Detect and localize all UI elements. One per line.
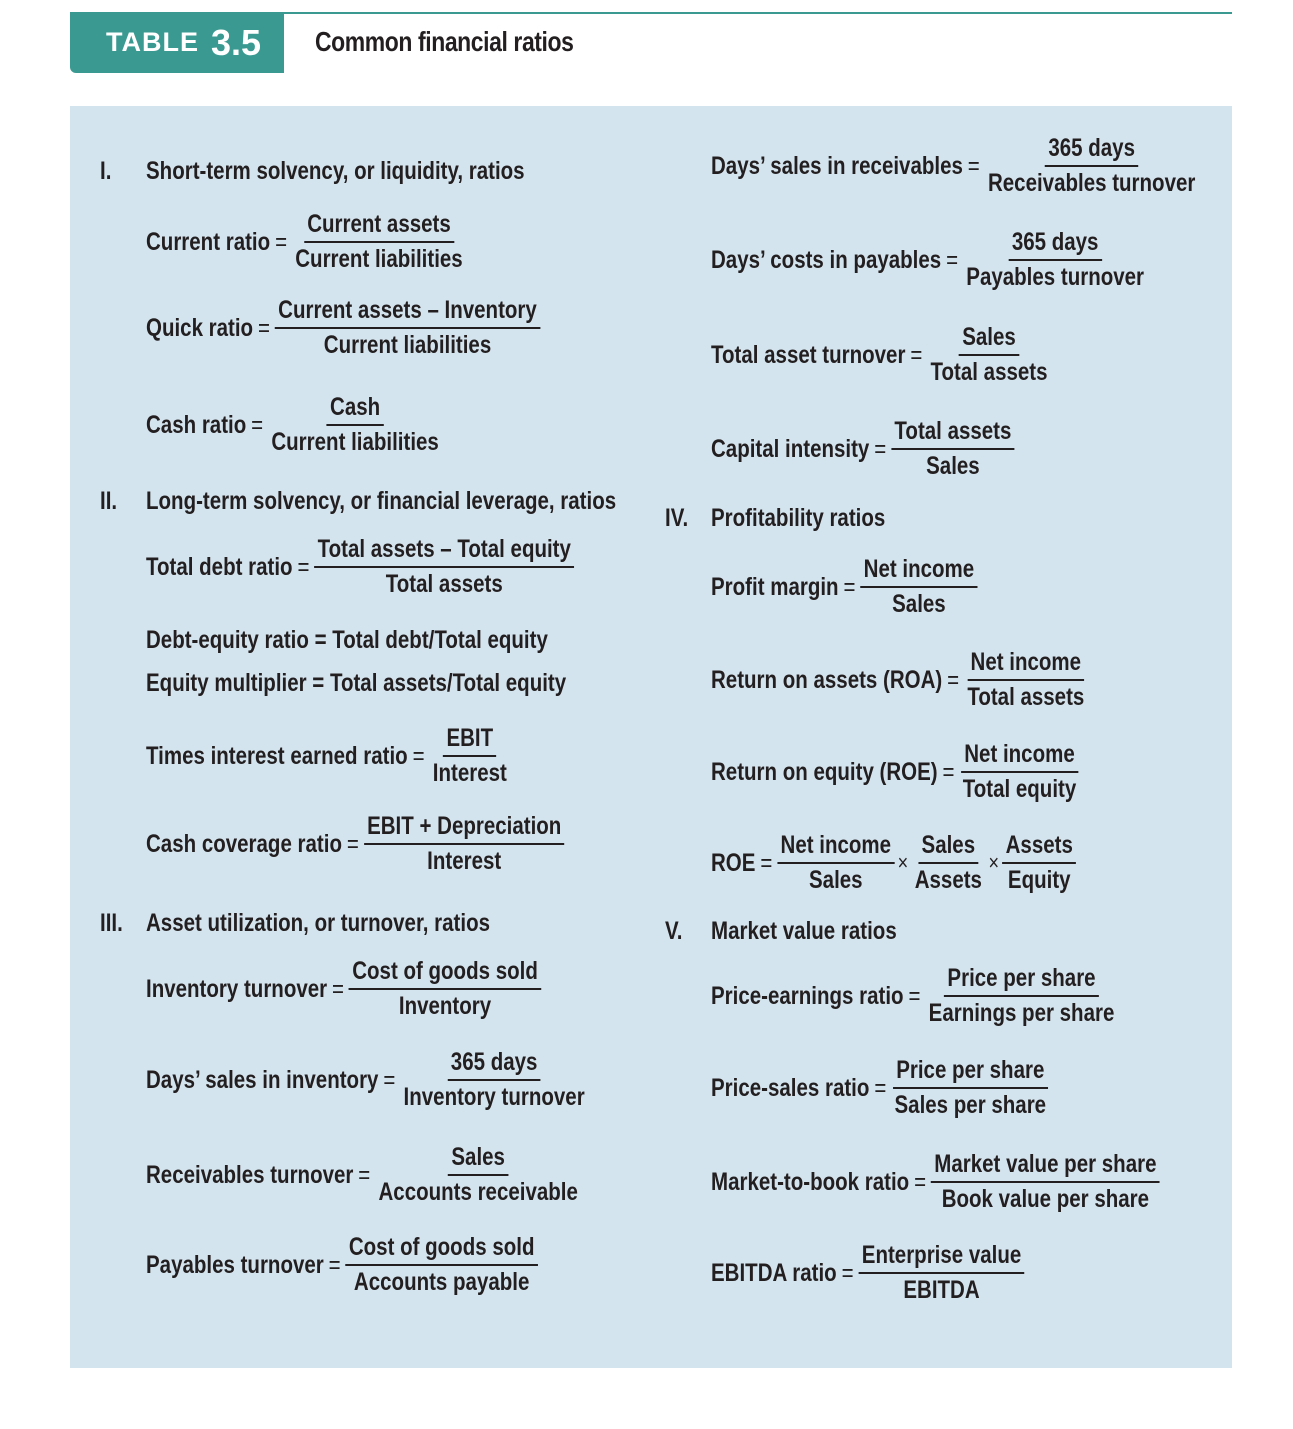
formula-name: Cash ratio [146, 410, 247, 439]
times-sign: × [988, 850, 1000, 875]
section-roman: III. [100, 909, 123, 937]
formula-name: Current ratio [146, 227, 271, 256]
formula-receivables-turnover: Receivables turnover = $\frac{\text{Sales}}{\text{Accounts receivable}}$ [146, 1143, 581, 1207]
formula-days-sales-inventory: Days’ sales in inventory = $\frac{\text{365 days}}{\text{Inventory turnover}}$ [146, 1048, 588, 1112]
section-roman: IV. [665, 504, 689, 532]
formula-name: Profit margin [711, 572, 839, 601]
fraction: $\frac{\text{Net income}}{\text{Total equity}}$ [962, 740, 1077, 803]
table-badge [70, 12, 284, 73]
fraction: $\frac{\text{Total assets – Total equity}}{\text{Total assets}}$ [314, 535, 574, 599]
formula-days-costs-payables: Days’ costs in payables = $\frac{\text{365 days}}{\text{Payables turnover}}$ [711, 228, 1147, 292]
section-roman: I. [100, 157, 112, 185]
section-roman: II. [100, 487, 118, 515]
formula-total-debt-ratio: Total debt ratio = $\frac{\text{Total assets – Total equity}}{\text{Total assets}}$ [146, 535, 574, 599]
fraction: $\frac{\text{Sales}}{\text{Assets}}$ [914, 831, 982, 894]
fraction: $\frac{\text{Market value per share}}{\text{Book value per share}}$ [931, 1150, 1160, 1214]
formula-ebitda-ratio: EBITDA ratio = $\frac{\text{Enterprise value}}{\text{EBITDA}}$ [711, 1241, 1025, 1305]
formula-roa: Return on assets (ROA) = $\frac{\text{Net income}}{\text{Total assets}}$ [711, 648, 1088, 712]
fraction: $\frac{\text{365 days}}{\text{Receivables turnover}}$ [987, 134, 1196, 197]
times-sign: × [897, 850, 909, 875]
table-title: Common financial ratios [315, 26, 574, 57]
formula-profit-margin: Profit margin = $\frac{\text{Net income}}{\text{Sales}}$ [711, 555, 977, 619]
fraction: $\frac{\text{Current assets – Inventory}}{\text{Current liabilities}}$ [275, 296, 540, 360]
formula-name: EBITDA ratio [711, 1258, 837, 1287]
fraction: $\frac{\text{Cost of goods sold}}{\text{Inventory}}$ [349, 957, 541, 1021]
fraction: $\frac{\text{EBIT}}{\text{Interest}}$ [432, 724, 507, 787]
formula-ps-ratio: Price-sales ratio = $\frac{\text{Price per share}}{\text{Sales per share}}$ [711, 1056, 1049, 1120]
formula-times-interest-earned: Times interest earned ratio = $\frac{\text{EBIT}}{\text{Interest}}$ [146, 724, 510, 788]
fraction: $\frac{\text{Current assets}}{\text{Current liabilities}}$ [295, 210, 463, 273]
fraction: $\frac{\text{Price per share}}{\text{Sales per share}}$ [894, 1056, 1047, 1119]
formula-cash-coverage: Cash coverage ratio = $\frac{\text{EBIT + Depreciation}}{\text{Interest}}$ [146, 812, 565, 876]
formula-name: Cash coverage ratio [146, 829, 342, 858]
formula-name: ROE [711, 848, 756, 877]
section-title: Long-term solvency, or financial leverage, ratios [146, 487, 617, 515]
formula-roe: Return on equity (ROE) = $\frac{\text{Net income}}{\text{Total equity}}$ [711, 740, 1080, 804]
formula-name: Receivables turnover [146, 1160, 354, 1189]
fraction: $\frac{\text{Sales}}{\text{Accounts receivable}}$ [378, 1143, 578, 1206]
formula-name: Days’ costs in payables [711, 245, 942, 274]
fraction: $\frac{\text{Enterprise value}}{\text{EBITDA}}$ [858, 1241, 1024, 1305]
formula-name: Payables turnover [146, 1250, 324, 1279]
fraction: $\frac{\text{Net income}}{\text{Sales}}$ [777, 831, 894, 895]
formula-name: Capital intensity [711, 434, 870, 463]
formula-name: Days’ sales in inventory [146, 1065, 379, 1094]
fraction: $\frac{\text{Total assets}}{\text{Sales}}$ [891, 417, 1015, 481]
formula-payables-turnover: Payables turnover = $\frac{\text{Cost of goods sold}}{\text{Accounts payable}}$ [146, 1233, 538, 1297]
badge-word: TABLE [106, 27, 199, 57]
formula-roe-dupont: ROE = $\frac{\text{Net income}}{\text{Sales}}$ × $\frac{\text{Sales}}{\text{Assets}}$ × $\frac{\text{Assets}}{\text{Equity}}$ [711, 831, 1076, 895]
fraction: $\frac{\text{Sales}}{\text{Total assets}}$ [930, 323, 1048, 386]
formula-debt-equity: Debt-equity ratio = Total debt/Total equity [146, 626, 548, 654]
section-title: Asset utilization, or turnover, ratios [146, 909, 491, 937]
formula-name: Inventory turnover [146, 974, 328, 1003]
formula-equity-multiplier: Equity multiplier = Total assets/Total equity [146, 669, 567, 697]
section-title: Profitability ratios [711, 504, 886, 532]
fraction: $\frac{\text{Net income}}{\text{Total assets}}$ [967, 648, 1085, 711]
section-roman: V. [665, 917, 683, 945]
formula-quick-ratio: Quick ratio = $\frac{\text{Current assets – Inventory}}{\text{Current liabilities}}$ [146, 296, 540, 360]
formula-name: Return on assets (ROA) [711, 665, 943, 694]
formula-capital-intensity: Capital intensity = $\frac{\text{Total assets}}{\text{Sales}}$ [711, 417, 1015, 481]
badge-number: 3.5 [211, 21, 262, 63]
fraction: $\frac{\text{Cost of goods sold}}{\text{Accounts payable}}$ [346, 1233, 538, 1297]
formula-name: Quick ratio [146, 313, 254, 342]
formula-name: Return on equity (ROE) [711, 757, 938, 786]
fraction: $\frac{\text{EBIT + Depreciation}}{\text{Interest}}$ [364, 812, 565, 876]
fraction: $\frac{\text{365 days}}{\text{Payables turnover}}$ [966, 228, 1145, 291]
formula-name: Price-earnings ratio [711, 981, 904, 1010]
formula-market-to-book: Market-to-book ratio = $\frac{\text{Market value per share}}{\text{Book value per share}}$ [711, 1150, 1160, 1214]
formula-cash-ratio: Cash ratio = $\frac{\text{Cash}}{\text{Current liabilities}}$ [146, 393, 442, 457]
formula-current-ratio: Current ratio = $\frac{\text{Current assets}}{\text{Current liabilities}}$ [146, 210, 466, 274]
section-title: Short-term solvency, or liquidity, ratios [146, 157, 525, 185]
fraction: $\frac{\text{Assets}}{\text{Equity}}$ [1002, 831, 1076, 895]
fraction: $\frac{\text{Price per share}}{\text{Earnings per share}}$ [928, 964, 1115, 1027]
formula-inventory-turnover: Inventory turnover = $\frac{\text{Cost of goods sold}}{\text{Inventory}}$ [146, 957, 541, 1021]
formula-name: Total debt ratio [146, 552, 293, 581]
formula-name: Total asset turnover [711, 340, 906, 369]
formula-name: Price-sales ratio [711, 1073, 870, 1102]
fraction: $\frac{\text{Cash}}{\text{Current liabilities}}$ [271, 393, 439, 456]
formula-pe-ratio: Price-earnings ratio = $\frac{\text{Price per share}}{\text{Earnings per share}}$ [711, 964, 1118, 1028]
fraction: $\frac{\text{Net income}}{\text{Sales}}$ [860, 555, 977, 619]
fraction: $\frac{\text{365 days}}{\text{Inventory turnover}}$ [403, 1048, 585, 1111]
formula-name: Market-to-book ratio [711, 1167, 910, 1196]
formula-name: Times interest earned ratio [146, 741, 408, 770]
formula-name: Days’ sales in receivables [711, 151, 963, 180]
formula-total-asset-turnover: Total asset turnover = $\frac{\text{Sales}}{\text{Total assets}}$ [711, 323, 1051, 387]
section-title: Market value ratios [711, 917, 897, 945]
formula-days-sales-receivables: Days’ sales in receivables = $\frac{\text{365 days}}{\text{Receivables turnover}}$ [711, 134, 1199, 198]
